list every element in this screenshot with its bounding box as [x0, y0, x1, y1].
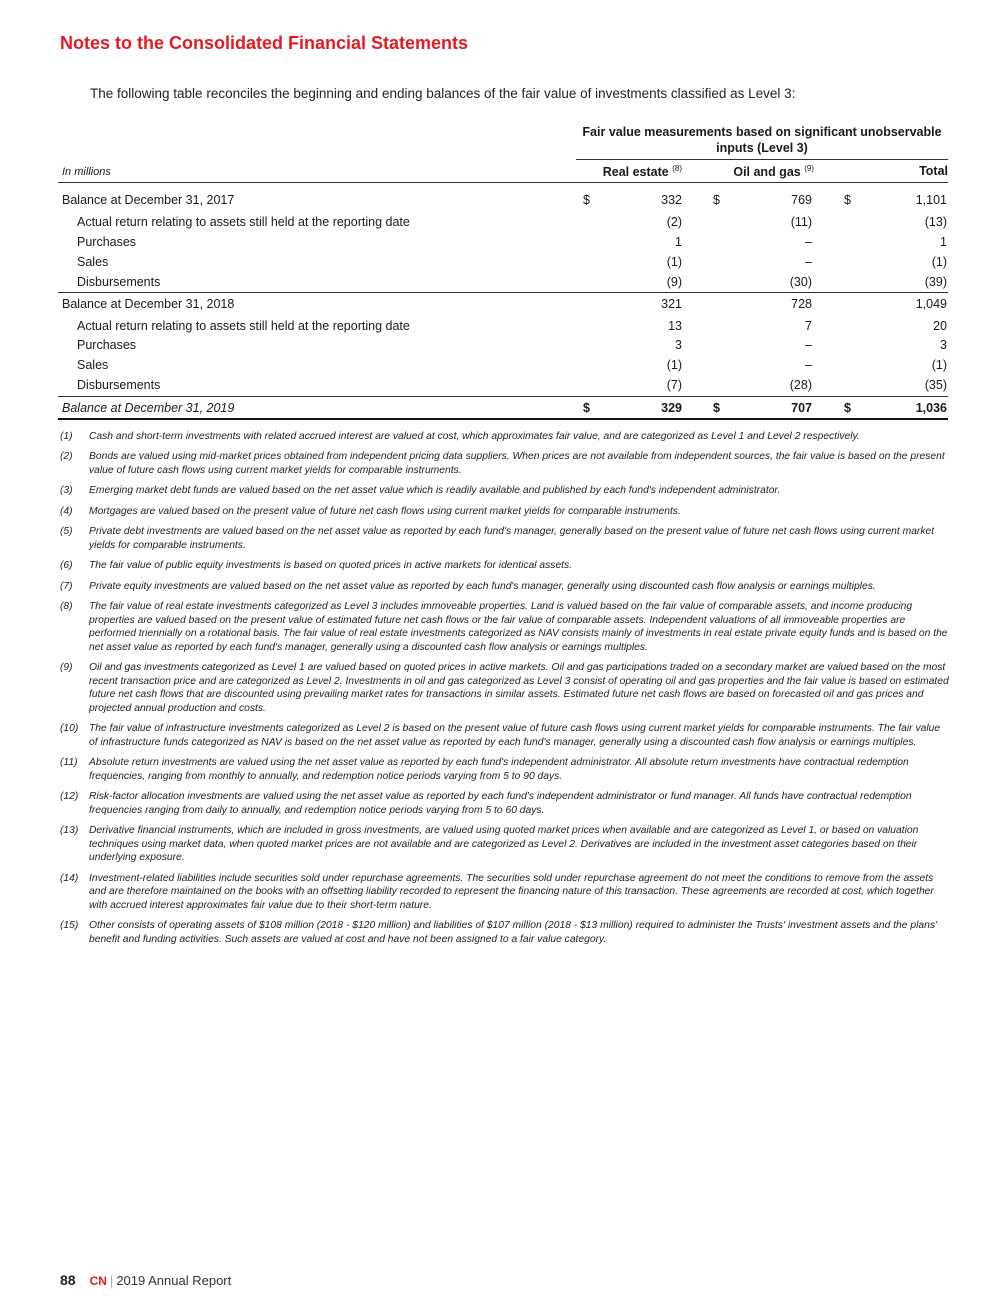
- row-label: Sales: [77, 358, 109, 372]
- footnote-number: (3): [60, 485, 73, 497]
- table-row: [58, 191, 948, 211]
- currency: $: [583, 401, 590, 415]
- table-row: [58, 336, 948, 356]
- row-label: Disbursements: [77, 378, 161, 392]
- table-row: [58, 233, 948, 253]
- footnote-number: (4): [60, 505, 73, 517]
- value-real-estate: 1: [675, 235, 682, 249]
- row-divider: [58, 396, 948, 397]
- footnote-number: (1): [60, 431, 73, 442]
- col-label: Real estate: [602, 165, 669, 179]
- footnote-number: (15): [60, 920, 79, 932]
- value-total: 1,101: [915, 193, 947, 207]
- footnote: [60, 872, 950, 913]
- header-rule: [58, 182, 948, 183]
- footnote-text: Bonds are valued using mid-market prices obtained from independent pricing data suppliers. When prices are not available from independent sources, the fair value is based on the present value of future cash flows using current market yields for comparable instruments.: [89, 451, 945, 476]
- value-real-estate: (1): [666, 358, 682, 372]
- value-total: (1): [931, 358, 947, 372]
- row-label: Sales: [77, 255, 109, 269]
- footnote: [60, 505, 950, 519]
- value-oil-gas: 707: [791, 401, 812, 415]
- page-number: 88: [60, 1272, 76, 1288]
- value-real-estate: 332: [661, 193, 682, 207]
- row-label: Purchases: [77, 338, 137, 352]
- table-row: [58, 317, 948, 337]
- value-total: 3: [940, 338, 947, 352]
- footnote-number: (12): [60, 791, 79, 803]
- table-row: [58, 213, 948, 233]
- value-oil-gas: (30): [789, 275, 812, 289]
- table-row: [58, 273, 948, 293]
- intro-text: The following table reconciles the beginning and ending balances of the fair value of investments classified as Level 3:: [90, 86, 796, 101]
- footnote-text: Private equity investments are valued based on the net asset value as reported by each fund's manager, generally using discounted cash flow analysis or earnings multiples.: [89, 580, 876, 592]
- currency: $: [713, 193, 720, 207]
- value-total: 1,036: [915, 401, 947, 415]
- footnote-text: Other consists of operating assets of $108 million (2018 - $120 million) and liabilities of $107 million (2018 - $13 million) required to administer the Trusts' investment assets and the plans' benefit and funding activities. Such assets are valued at cost and have not been assigned to a fair value category.: [89, 920, 937, 945]
- footnote-number: (7): [60, 580, 73, 592]
- column-header-row: [58, 162, 948, 180]
- footnote-text: Oil and gas investments categorized as Level 1 are valued based on quoted prices in active markets. Oil and gas participations traded on a secondary market are valued based on the most recent transaction price and are categorized as Level 2. Investments in oil and gas categorized as Level 3 consist of operating oil and gas properties and the fair value is based on estimated future net cash flows that are discounted using prevailing market rates for transactions in similar assets. Estimated future net cash flows are based on forecasted oil and gas prices and projected annual production and costs.: [89, 662, 949, 714]
- table-row: [58, 376, 948, 396]
- footnote-number: (2): [60, 451, 73, 463]
- footnote-text: Absolute return investments are valued using the net asset value as reported by each fund's independent administrator. All absolute return investments have contractual redemption frequencies, ranging from monthly to annually, and redemption notice periods varying from 5 to 90 days.: [89, 757, 909, 782]
- footnote: [60, 919, 950, 946]
- footer-separator: |: [109, 1273, 114, 1288]
- report-title: 2019 Annual Report: [116, 1273, 232, 1288]
- brand-logo: CN: [89, 1274, 107, 1288]
- value-real-estate: (9): [666, 275, 682, 289]
- footnote-ref: (9): [804, 164, 814, 173]
- row-label: Balance at December 31, 2017: [62, 193, 235, 207]
- value-oil-gas: –: [805, 255, 812, 269]
- row-label: Purchases: [77, 235, 137, 249]
- currency: $: [713, 401, 720, 415]
- value-oil-gas: (11): [790, 215, 812, 229]
- value-real-estate: 13: [668, 319, 682, 333]
- unit-label: In millions: [62, 166, 111, 178]
- value-oil-gas: 769: [791, 193, 812, 207]
- value-oil-gas: –: [805, 338, 812, 352]
- footnote: [60, 559, 950, 573]
- footnote-number: (14): [60, 872, 79, 884]
- footnote-ref: (8): [672, 164, 682, 173]
- value-total: (35): [924, 378, 947, 392]
- value-total: 1,049: [915, 297, 947, 311]
- footnote: [60, 580, 950, 594]
- footnote: [60, 450, 950, 477]
- footnote: [60, 790, 950, 817]
- footnote-text: Investment-related liabilities include securities sold under repurchase agreements. The securities sold under repurchase agreement do not meet the conditions to remove from the assets and are therefore maintained on the books with an offsetting liability recorded to represent the financing nature of this transaction. These agreements are recorded at cost, which together with accrued interest approximates fair value due to their short-term nature.: [89, 872, 934, 911]
- page-title: Notes to the Consolidated Financial Statements: [60, 33, 469, 53]
- footnote: [60, 525, 950, 552]
- footnote: [60, 824, 950, 865]
- value-total: 1: [940, 235, 947, 249]
- value-oil-gas: (28): [789, 378, 812, 392]
- row-label: Actual return relating to assets still held at the reporting date: [77, 215, 410, 229]
- footnote-number: (8): [60, 600, 73, 612]
- footnotes: [60, 430, 950, 953]
- footnote-number: (13): [60, 825, 79, 837]
- col-label: Oil and gas: [733, 165, 801, 179]
- value-real-estate: (2): [666, 215, 682, 229]
- value-real-estate: 3: [675, 338, 682, 352]
- table-row: [58, 356, 948, 376]
- footnote-text: The fair value of public equity investments is based on quoted prices in active markets for identical assets.: [89, 560, 573, 572]
- footnote-number: (11): [60, 757, 78, 769]
- footnote-number: (10): [60, 723, 79, 735]
- footnote-number: (9): [60, 662, 73, 674]
- value-total: 20: [933, 319, 947, 333]
- footnote: [60, 600, 950, 654]
- table-row: [58, 295, 948, 315]
- currency: $: [844, 193, 851, 207]
- col-header-real-estate: [576, 164, 682, 179]
- footnote: [60, 484, 950, 498]
- footnote-number: (5): [60, 526, 73, 538]
- value-real-estate: 329: [661, 401, 682, 415]
- footnote-text: Cash and short-term investments with related accrued interest are valued at cost, which approximates fair value, and are categorized as Level 1 and Level 2 respectively.: [89, 431, 860, 442]
- page-footer: [60, 1272, 231, 1288]
- value-real-estate: 321: [661, 297, 682, 311]
- row-divider: [58, 292, 948, 293]
- value-oil-gas: –: [805, 235, 812, 249]
- footnote-text: Emerging market debt funds are valued based on the net asset value which is readily available and published by each fund's independent administrator.: [89, 485, 781, 497]
- footnote-text: Mortgages are valued based on the present value of future net cash flows using current market yields for comparable instruments.: [89, 505, 681, 517]
- footnote: [60, 722, 950, 749]
- table-row-total: [58, 399, 948, 419]
- footnote-text: The fair value of real estate investments categorized as Level 3 includes immoveable properties. Land is valued based on the fair value of comparable assets, and income producing properties are valued based on the present value of estimated future net cash flows or the fair value of comparable assets. Independent valuations of all immoveable properties are performed triennially on a rotational basis. The fair value of real estate investments categorized as NAV consists mainly of investments in real estate private equity funds and is based on the net asset value as reported by each fund's manager, generally using a discounted cash flow analysis or earnings multiples.: [89, 600, 948, 653]
- value-real-estate: (1): [666, 255, 682, 269]
- currency: $: [583, 193, 590, 207]
- value-total: (13): [924, 215, 947, 229]
- footnote: [60, 661, 950, 715]
- footnote-text: Derivative financial instruments, which are included in gross investments, are valued using quoted market prices when available and are categorized as Level 1, or based on valuation techniques using market data, when quoted market prices are not available and are categorized as Level 2. Derivatives are included in the investment asset categories based on their underlying exposure.: [89, 825, 919, 864]
- footnote: [60, 430, 950, 444]
- currency: $: [844, 401, 851, 415]
- footnote: [60, 756, 950, 783]
- footnote-text: Risk-factor allocation investments are valued using the net asset value as reported by each fund's independent administrator or fund manager. All funds have contractual redemption frequencies ranging from daily to annually, and redemption notice periods varying from 5 to 60 days.: [89, 791, 912, 816]
- footnote-text: Private debt investments are valued based on the net asset value as reported by each fund's manager, generally based on the present value of future net cash flows using current market yields for comparable instruments.: [89, 526, 935, 551]
- value-real-estate: (7): [666, 378, 682, 392]
- group-header: Fair value measurements based on significant unobservable inputs (Level 3): [582, 125, 942, 155]
- footnote-number: (6): [60, 560, 73, 572]
- value-total: (39): [924, 275, 947, 289]
- value-oil-gas: 728: [791, 297, 812, 311]
- col-header-total: Total: [919, 164, 948, 178]
- value-total: (1): [931, 255, 947, 269]
- row-label: Actual return relating to assets still held at the reporting date: [77, 319, 410, 333]
- value-oil-gas: 7: [805, 319, 812, 333]
- total-rule: [58, 418, 948, 420]
- col-header-oil-gas: [708, 164, 814, 179]
- table-row: [58, 253, 948, 273]
- footnote-text: The fair value of infrastructure investments categorized as Level 2 is based on the present value of future cash flows using current market yields for comparable instruments. The fair value of infrastructure funds categorized as NAV is based on the net asset value as reported by each fund's manager, generally using a discounted cash flow analysis or earnings multiples.: [89, 723, 941, 748]
- header-divider: [576, 159, 948, 160]
- row-label: Balance at December 31, 2018: [62, 297, 235, 311]
- value-oil-gas: –: [805, 358, 812, 372]
- row-label: Disbursements: [77, 275, 161, 289]
- row-label: Balance at December 31, 2019: [62, 401, 235, 415]
